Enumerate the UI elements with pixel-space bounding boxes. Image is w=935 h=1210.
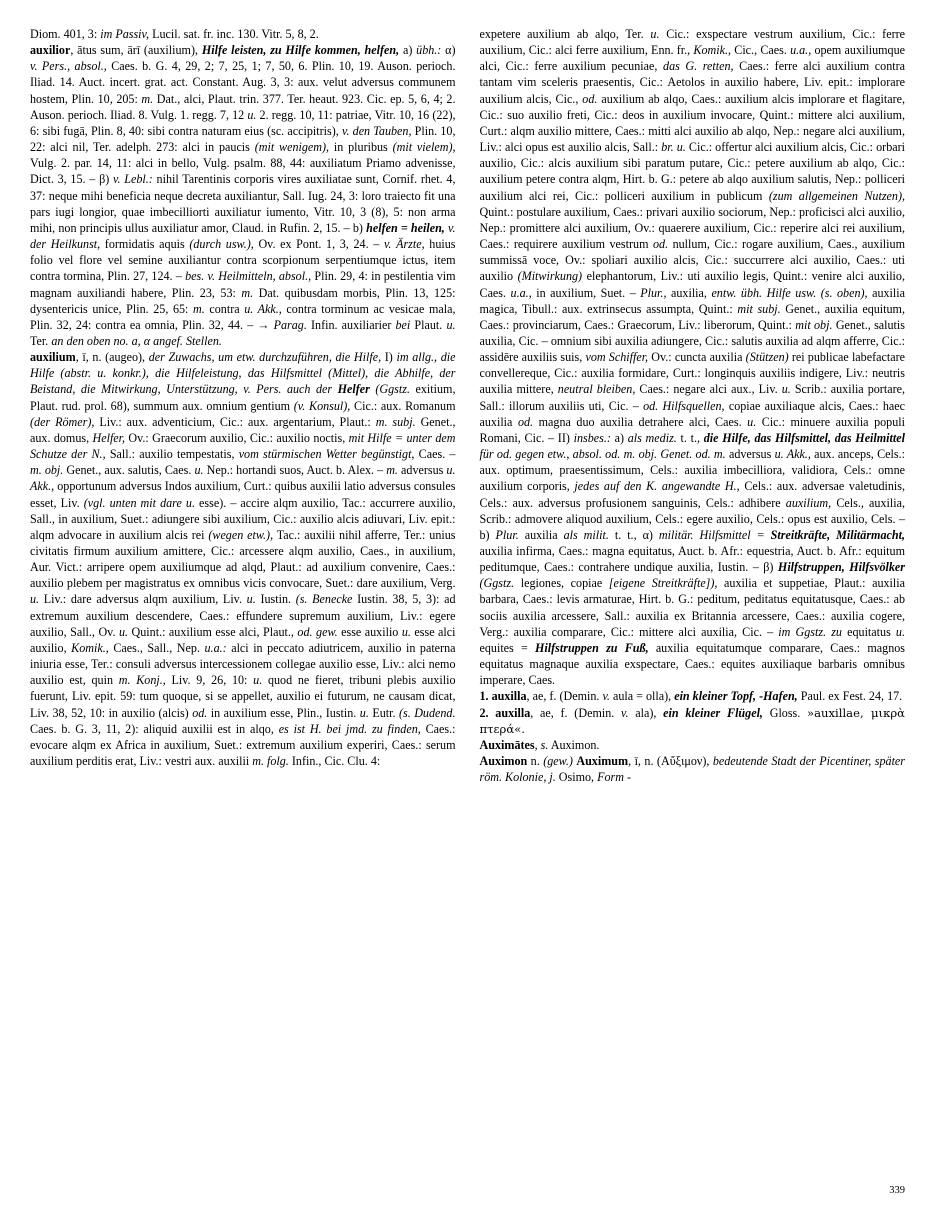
text-run: od. Hilfsquellen, <box>643 398 725 413</box>
text-run: Dat., alci, Plaut. trin. 377. Ter. heaut. 923. Cic. ep. 5, 6, 4; 2. Auson. perioch. Iliad. 8. Vulg. 1. regg. 7, 12 <box>30 91 456 122</box>
text-run: dare <box>156 495 186 510</box>
text-run: Ter. <box>30 333 52 348</box>
text-run: der Zuwachs, um etw. durchzuführen, die Hilfe, <box>148 350 382 365</box>
text-run: m. subj. <box>375 414 416 429</box>
text-run: u.a., <box>790 43 812 58</box>
text-run: Diom. 401, 3: <box>30 27 101 41</box>
text-run: Caes. – <box>414 447 456 462</box>
text-run: od. m. obj. <box>605 447 658 462</box>
text-run: neutral bleiben, <box>557 382 636 397</box>
text-run: Scrib.: auxilia portare, Sall.: illorum auxiliis uti, Cic. – <box>479 382 905 413</box>
text-run: mit subj. <box>737 301 781 316</box>
text-run: u. Akk., <box>30 463 456 494</box>
text-run: mit obj. <box>795 317 833 332</box>
text-run: esse). – accire alqm auxilio, Tac.: accurrere auxilio, Sall., in auxilium, Suet.: adiungere sibi auxilium, Cic.: auxilio alcis adiuvari, Liv. epit.: alqm advocare in auxilium alcis rei <box>30 495 456 542</box>
text-run: bes. v. Heilmitteln, absol., <box>185 269 312 284</box>
text-run: Liv.: aux. adventicium, Cic.: aux. argentarium, Plaut.: <box>94 414 376 429</box>
text-run: (mit vielem), <box>392 140 456 155</box>
text-run: als mediz. <box>627 430 677 445</box>
text-run: I) <box>381 350 397 365</box>
text-run: Pers. auch der <box>256 382 338 397</box>
text-run: nullum, Cic.: rogare auxilium, Caes., auxilium summissā voce, Ov.: spoliari auxilio alcis, Cic.: succurrere alci auxilio, Caes.: uti auxilio <box>479 237 905 284</box>
text-run: v. Lebl.: <box>113 172 153 187</box>
text-run: Helfer, <box>92 430 126 445</box>
text-run: jedes auf den K. angewandte H., <box>574 479 740 494</box>
text-run: m. <box>386 463 398 478</box>
text-run: a) <box>399 43 417 58</box>
text-run: Genet. <box>657 447 696 462</box>
text-run: Cic.: exspectare vestrum auxilium, Cic.: ferre auxilium, Cic.: alci ferre auxilium, Enn. fr., <box>479 27 905 58</box>
text-run: m. Konj., <box>118 673 166 688</box>
text-run: equites = <box>479 640 536 655</box>
text-run: t. t., α) <box>608 527 659 542</box>
text-run: Iustin. 38, 5, 3): ad extremum auxilium descendere, Caes.: effundere supremum auxilium, Liv.: egere auxilio, Sall., Ov. <box>30 592 456 639</box>
text-run: Auximātes <box>479 737 535 752</box>
text-run: Vulg. 2. par. 14, 11: alci in bello, Vulg. psalm. 88, 44: auxiliatum Priamo advenisse, Dict. 3, 15. – β) <box>30 156 456 187</box>
text-run: elephantorum, Liv.: uti auxilio legis, Quint.: venire alci auxilio, Caes. <box>479 269 905 300</box>
text-run: auxilia <box>518 527 564 542</box>
text-run: u. <box>185 495 195 510</box>
text-run: auxilia equitatumque comparare, Caes.: magnos equitatus magnaque auxilia exspectare, Caes.: equites auxiliaque barbaris omnibus imperare, Caes. <box>479 640 905 688</box>
text-run: im Ggstz. zu <box>778 624 842 639</box>
text-run: (der Römer), <box>30 414 95 429</box>
text-run: v. <box>602 689 610 704</box>
text-run: militär. Hilfsmittel = <box>658 527 765 542</box>
text-run: u. Akk., <box>244 301 282 316</box>
page-number: 339 <box>889 1185 905 1196</box>
text-run: »auxillae, μικρὰ πτερά«. <box>479 705 905 736</box>
text-run: t. t., <box>676 430 704 445</box>
text-run: , s. <box>534 737 549 752</box>
text-run: esse auxilio <box>337 624 402 639</box>
text-run: Form - <box>597 770 632 785</box>
text-run: v. Ärzte, <box>383 237 425 252</box>
text-run: Paul. ex Fest. 24, 17. <box>797 689 903 704</box>
text-run: opportunum adversus Indos auxilium, Curt.: quibus auxilii latio adversus consules esset, Liv. <box>30 479 456 510</box>
text-run: u.a.: <box>204 640 227 655</box>
text-run: Cic.: aux. Romanum <box>350 398 456 413</box>
text-run: auxilium, <box>785 495 832 510</box>
text-run: Plin. 10, 22: alci nil, Ter. adelph. 273: alci in paucis <box>30 123 456 155</box>
text-run: die Hilfe, das Hilfsmittel, das Heilmittel <box>703 430 905 445</box>
text-run: Infin. auxiliarier <box>306 317 396 332</box>
text-run: opem auxiliumque alci, Cic.: ferre auxilium pecuniae, <box>479 43 905 74</box>
text-run: (v. Konsul), <box>293 398 351 413</box>
text-run: Quint.: auxilium esse alci, Plaut., <box>128 624 298 639</box>
text-run: Ov.: Graecorum auxilio, Cic.: auxilio noctis, <box>125 430 349 445</box>
text-run: Infin., Cic. Clu. 4: <box>288 754 381 769</box>
text-run: Hilfe leisten, zu Hilfe kommen, helfen, <box>201 43 400 58</box>
text-run: v. den Tauben, <box>341 123 412 138</box>
text-run: [eigene Streitkräfte]), <box>608 576 718 591</box>
text-run: 2. regg. 10, 11: patriae, Vitr. 10, 16 (22), 6: sibi fugā, Plin. 8, 40: sibi contra naturam eius (sc. accipitris), <box>30 107 456 138</box>
text-run: Gloss. <box>762 705 808 720</box>
text-run: Auximon. <box>548 737 600 752</box>
left-text-column <box>30 26 456 1166</box>
text-run: Ov.: cuncta auxilia <box>648 350 746 365</box>
text-run: auxilium ab alqo, Caes.: auxilium alcis implorare et flagitare, Cic.: suo auxilio freti, Cic.: deos in auxilium invocare, Quint.: mittere alci auxilium, Curt.: alqm auxilio mittere, Caes.: mitti alci auxilio ab alqo, Nep.: negare alci auxilium, Liv.: alci opus est auxilio alcis, Sall.: <box>479 91 906 155</box>
text-run: v. der <box>30 220 456 252</box>
text-run: gegen etw., absol. <box>512 447 606 462</box>
text-run: Plin. 29, 4: in pestilentia vim magnam auxiliandi habere, Plin. 23, 53: <box>30 269 456 300</box>
text-run: aux. anceps, Cels.: aux. optimum, praesentissimum, Cels.: auxilia imbecilliora, validiora, Cels.: omne auxilium corporis, <box>479 447 905 494</box>
text-run: od. <box>582 91 598 106</box>
text-run: magna duo auxilia detrahere alci, Caes. <box>533 414 748 429</box>
text-run: Dat. quibusdam morbis, Plin. 13, 125: dysentericis unice, Plin. 25, 65: <box>30 285 456 316</box>
text-run: vom stürmischen Wetter begünstigt, <box>238 447 415 462</box>
text-run: u. <box>895 624 905 639</box>
text-run: in pluribus <box>329 140 393 155</box>
text-run: Komik., <box>693 43 732 58</box>
text-run: formidatis aquis <box>100 237 190 252</box>
text-run: auxilia et suppetiae, Plaut.: auxilia barbara, Caes.: levis armaturae, Hirt. b. G.: peditum, peditatus equitatusque, Caes.: ab sociis auxilia arcessere, Sall.: auxilia ex Britannia arcessere, Caes.: auxilia cogere, Verg.: auxilia comparare, Cic.: mittere alci auxilia, Cic. – <box>479 576 905 639</box>
text-run: v. <box>237 382 257 397</box>
text-run: an den oben no. a, α angef. Stellen. <box>51 333 222 348</box>
text-run: vom Schiffer, <box>585 350 649 365</box>
text-run: od. <box>652 237 669 252</box>
text-run: auxilia magica, Tibull.: aux. extrinsecus assumpta, Quint.: <box>479 285 905 316</box>
text-run: in auxilium esse, Plin., Iustin. <box>207 705 360 720</box>
dictionary-entry <box>480 737 906 753</box>
text-run: m. <box>193 301 205 316</box>
text-run: im Passiv, <box>100 27 150 41</box>
text-run: expetere auxilium ab alqo, Ter. <box>479 27 651 41</box>
text-run: od. <box>496 447 513 462</box>
text-run: , ī, n. (Αὔξιμον), <box>628 754 713 769</box>
text-run: Liv.: dare adversus alqm auxilium, Liv. <box>39 592 247 607</box>
text-run: u. <box>446 317 456 332</box>
text-run: alci in peccato adiutricem, auxilio in paterna iniuria esse, Ter.: consuli adversus intercessionem collegae auxilio esse, Liv.: alci nemo auxilio est, quin <box>30 640 456 688</box>
text-run: Nep.: hortandi suos, Auct. b. Alex. – <box>203 463 387 478</box>
text-run: od. <box>517 414 534 429</box>
text-run: Hilfstruppen zu Fuß, <box>535 640 649 655</box>
text-run: Cels.: aux. adversae valetudinis, Cels.: aux. adversus profusionem sanguinis, Cels.: adhibere <box>479 479 905 510</box>
text-run: m. folg. <box>252 754 289 769</box>
text-run: m. <box>141 91 154 106</box>
text-run: (durch usw.), <box>189 237 254 252</box>
text-run: (Stützen) <box>745 350 789 365</box>
text-run: Heilkunst, <box>50 237 101 252</box>
text-run: v. Pers., absol., <box>30 59 107 74</box>
text-run: Plur., <box>640 285 667 300</box>
text-run: m. <box>241 285 254 300</box>
text-run: (s. Dudend. <box>398 705 456 720</box>
text-run: adversus <box>397 463 447 478</box>
text-run: Genet., aux. salutis, Caes. <box>63 463 195 478</box>
text-run: Caes.: negare alci aux., Liv. <box>635 382 782 397</box>
text-run: Sall.: auxilio tempestatis, <box>105 447 239 462</box>
text-run: ein kleiner Topf, -Hafen, <box>674 689 798 704</box>
text-run: Cic.: minuere auxilia populi Romani, Cic. – II) <box>479 414 905 445</box>
text-run: u. <box>747 414 757 429</box>
text-run: insbes.: <box>573 430 611 445</box>
text-run: Caes.: evocare alqm ex Africa in auxilium, Suet.: extremum auxilium experiri, Caes.: serum auxilium perditis erat, Liv.: vestri aux. auxilii <box>30 721 456 769</box>
text-run: Caes.: ferre alci auxilium contra tantam vim sceleris praesentis, Cic.: Aetolos in auxilio habere, Liv. epit.: implorare auxilium alcis, Cic., <box>479 59 905 106</box>
text-run: rei publicae labefactare convellereque, Cic.: auxilia formidare, Curt.: longinquis auxiliis indigere, Liv.: neutris auxilia mittere, <box>479 350 905 397</box>
text-run: , ātus sum, ārī (auxilium), <box>70 43 202 58</box>
text-run: → Parag. <box>257 317 307 332</box>
dictionary-entry <box>480 26 906 688</box>
text-run: 1. auxilla <box>479 689 527 704</box>
text-run: , ae, f. (Demin. <box>526 689 603 704</box>
dictionary-entry <box>480 753 906 785</box>
text-run: übh.: <box>416 43 442 58</box>
text-run: (s. Benecke <box>295 592 353 607</box>
text-run: Osimo, <box>555 770 598 785</box>
text-run: Cic.: offertur alci auxilium alcis, Cic.: orbari auxilio, Cic.: alcis auxilium sibi paratum putare, Cic.: petere auxilium ab alqo, Cic.: auxilium petere contra alqm, Hirt. b. G.: petere ab alqo auxilium salutis, Nep.: polliceri auxilium alci rei, Cic.: polliceri auxilium in publicum <box>479 140 906 203</box>
text-run: contra <box>204 301 245 316</box>
text-run: a) <box>610 430 628 445</box>
text-run: m. obj. <box>30 463 64 478</box>
text-run: ala), <box>628 705 664 720</box>
text-run: Genet., salutis auxilia, Cic. – omnium sibi auxilia adiungere, Cic.: salutis auxilia ad alqm afferre, Cic.: assidēre auxiliis suis, <box>479 317 905 365</box>
dictionary-entry <box>480 705 906 737</box>
text-run: od. gew. <box>297 624 338 639</box>
text-run: adversus <box>725 447 775 462</box>
text-run: contra torminum ac vesicae mala, Plin. 32, 24: contra ea omnia, Plin. 32, 44. – <box>30 301 456 332</box>
text-run: das G. retten, <box>663 59 734 74</box>
text-run: (zum allgemeinen Nutzen), <box>768 188 905 203</box>
text-run: u. <box>30 592 40 607</box>
text-run: Lucil. sat. fr. inc. 130. Vitr. 5, 8, 2. <box>149 27 319 41</box>
text-run: im allg., die Hilfe (abstr. u. konkr.), die Hilfeleistung, das Hilfsmittel (Mittel), die Abhilfe, der Beistand, die Mitwirkung, Unterstützung, <box>30 350 456 397</box>
right-text-column <box>480 26 906 1166</box>
text-run: Genet., aux. domus, <box>30 414 456 445</box>
text-run: Liv. 9, 26, 10: <box>165 673 254 688</box>
text-run: Streitkräfte, Militärmacht, <box>764 527 905 542</box>
text-run: Plaut. <box>410 317 447 332</box>
text-run: Cic., Caes. <box>731 43 791 58</box>
text-run: u. <box>194 463 204 478</box>
text-run: od. <box>192 705 208 720</box>
text-run: (vgl. unten mit <box>83 495 157 510</box>
text-run: auxilia infirma, Caes.: magna equitatus, Auct. b. Afr.: equestria, Auct. b. Afr.: equitum peditumque, Caes.: contrahere undique auxilia, Iustin. – β) <box>479 544 905 575</box>
text-run: 2. auxilla <box>479 705 531 720</box>
text-run: bei <box>395 317 411 332</box>
dictionary-entry <box>480 688 906 704</box>
text-run: exitium, Plaut. rud. prol. 68), summum aux. omnium gentium <box>30 382 456 413</box>
text-run: Cels., auxilia, Scrib.: admovere aliquod auxilium, Cels.: egere auxilio, Cels.: opus est auxilio, Cels. – b) <box>479 495 905 542</box>
text-run: Tac.: auxilii nihil afferre, Ter.: unius civitatis firmum auxilium amittere, Cic.: arcessere alqm auxilio, Caes., in auxilium, Aur. Vict.: arripere opem auxiliumque ad alqd, Plaut.: ad auxilium convenire, Caes.: auxilio plebem per magistratus ex omnibus vicis convocare, Suet.: dare auxilium, Verg. <box>30 527 456 591</box>
dictionary-entry <box>30 26 456 42</box>
dictionary-entry <box>30 42 456 349</box>
text-run: u.a., <box>510 285 532 300</box>
text-run: Auximum <box>576 754 629 769</box>
text-run: in auxilium, Suet. – <box>531 285 641 300</box>
text-run: Plur. <box>495 527 519 542</box>
text-run: für <box>479 447 497 462</box>
text-run: u. <box>247 107 257 122</box>
text-run: n. <box>527 754 544 769</box>
text-run: α) <box>441 43 456 58</box>
text-run: Hilfstruppen, Hilfsvölker <box>777 560 905 575</box>
text-run: u. <box>401 624 411 639</box>
text-run: u. Akk., <box>774 447 811 462</box>
text-run: bedeutende Stadt der Picentiner, später röm. Kolonie, j. <box>479 754 905 785</box>
text-run: Caes. b. G. 3, 11, 2): aliquid auxilii est in alqo, <box>30 721 279 736</box>
text-run: , ī, n. (augeo), <box>75 350 149 365</box>
text-run: es ist H. bei jmd. zu finden, <box>278 721 421 736</box>
text-run: Genet., auxilia equitum, Caes.: provinciarum, Caes.: Graecorum, Liv.: liberorum, Quint.: <box>479 301 905 332</box>
text-run: od. m. <box>695 447 726 462</box>
text-run: br. u. <box>661 140 686 155</box>
text-run: Quint.: postulare auxilium, Caes.: privari auxilio sociorum, Nep.: proficisci alci auxilio, Nep.: promittere alci auxilium, Ov.: quaerere auxilium, Cic.: reperire alci rei auxilium, Caes.: requirere auxilium vestrum <box>479 204 905 252</box>
text-run: Iustin. <box>255 592 296 607</box>
text-run: helfen = heilen, <box>366 220 445 235</box>
two-column-layout <box>30 26 905 1166</box>
text-run: ein kleiner Flügel, <box>663 705 763 720</box>
text-run: Helfer <box>337 382 370 397</box>
text-run: (Ggstz. <box>369 382 416 397</box>
text-run: (gew.) <box>543 754 573 769</box>
text-run: Caes. b. G. 4, 29, 2; 7, 25, 1; 7, 50, 6. Plin. 10, 19. Auson. perioch. Iliad. 14. Auct. incert. grat. act. Constant. Aug. 3, 3: aux. velut adversus communem hostem, Plin. 10, 205: <box>30 59 456 106</box>
text-run: auxilia, <box>666 285 712 300</box>
text-run: u. <box>246 592 256 607</box>
dictionary-entry <box>30 349 456 769</box>
text-run: huius folio vel flore vel semine auxiliantur contra scorpionum serpentiumque ictus, item contra tormina, Plin. 27, 124. – <box>30 237 456 284</box>
text-run: als milit. <box>563 527 609 542</box>
text-run: (Ggstz. <box>479 576 515 591</box>
text-run: legiones, copiae <box>514 576 609 591</box>
text-run: equitatus <box>841 624 896 639</box>
text-run: u. <box>118 624 129 639</box>
text-run: nihil Tarentinis corporis vires auxiliatae sunt, Cornif. rhet. 4, 37: neque mihi beneficia neque decreta auxiliantur, Sall. Iug. 24, 3: loro traiecto fit una pars iugi longior, quae imbecilliorti auxiliatur iumento, Vitr. 10, 3 (8), 5: non arma mihi, non principis ullus auxiliatur amor, Claud. in Rufin. 2, 15. – b) <box>30 172 456 235</box>
text-run: auxilium <box>30 350 76 365</box>
text-run: u. <box>650 27 660 41</box>
text-run: auxilior <box>30 43 71 58</box>
text-run: quod ne fieret, tribuni plebis auxilio fuerunt, Liv. epit. 59: tum quoque, si se appellet, auxilio ei futurum, ne causam dicat, Liv. 38, 52, 10: in auxilio (alcis) <box>30 673 456 720</box>
text-run: (Mitwirkung) <box>517 269 583 284</box>
text-run: u. <box>253 673 263 688</box>
text-run: Caes., Sall., Nep. <box>108 640 205 655</box>
text-run: Eutr. <box>368 705 399 720</box>
text-run: entw. übh. Hilfe usw. (s. oben), <box>711 285 868 300</box>
text-run: (wegen etw.), <box>208 527 274 542</box>
text-run: aula = olla), <box>609 689 675 704</box>
text-run: copiae auxiliaque alcis, Caes.: haec auxilia <box>479 398 905 429</box>
text-run: Ov. ex Pont. 1, 3, 24. – <box>253 237 384 252</box>
text-run: esse alci auxilio, <box>30 624 456 655</box>
text-run: u. <box>359 705 369 720</box>
text-run: mit Hilfe = unter dem Schutze der N., <box>30 430 456 462</box>
text-run: (mit wenigem), <box>254 140 330 155</box>
text-run: v. <box>621 705 629 720</box>
text-run: , ae, f. (Demin. <box>530 705 622 720</box>
text-run: Komik., <box>71 640 109 655</box>
text-run: Auximon <box>479 754 528 769</box>
text-run: u. <box>781 382 791 397</box>
